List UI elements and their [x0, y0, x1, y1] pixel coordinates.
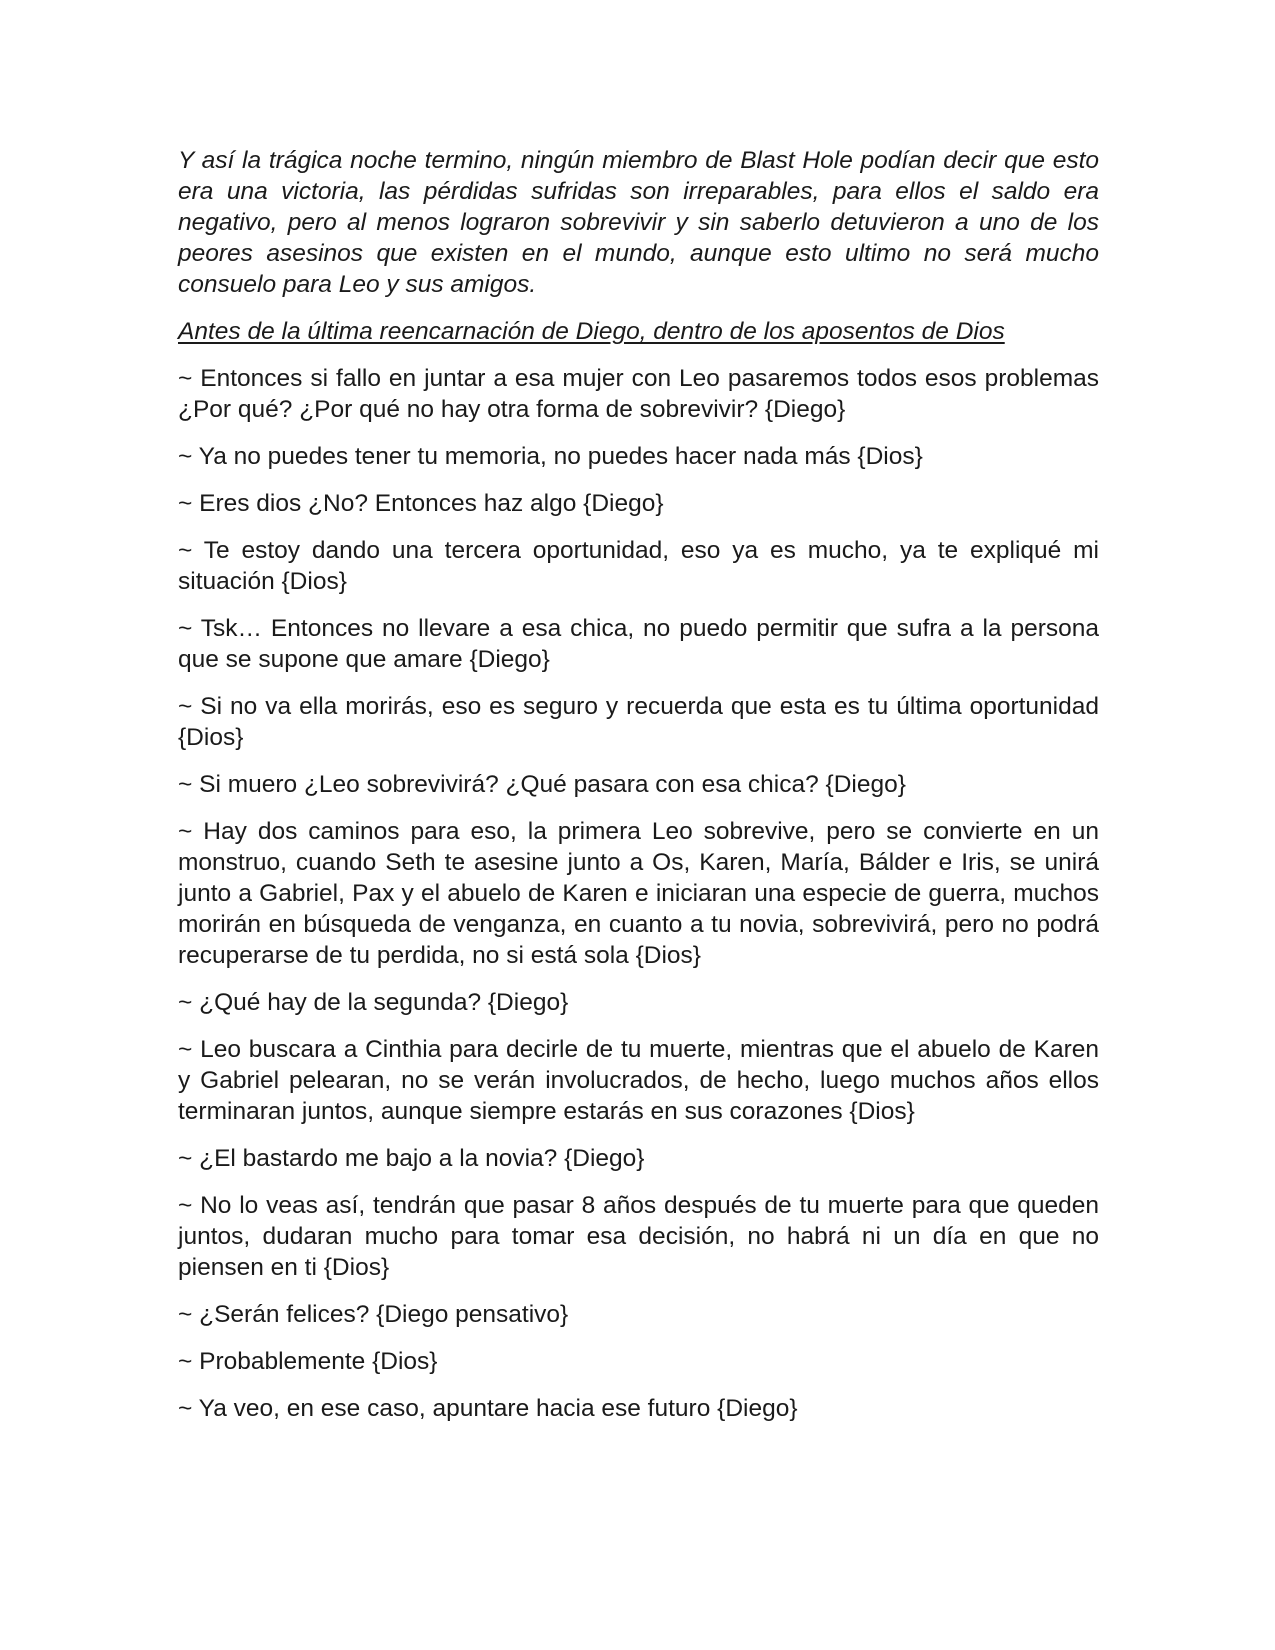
dialogue-line: ~ Si no va ella morirás, eso es seguro y recuerda que esta es tu última oportunidad {Dios} — [178, 693, 1099, 751]
intro-paragraph: Y así la trágica noche termino, ningún miembro de Blast Hole podían decir que esto era una victoria, las pérdidas sufridas son irreparables, para ellos el saldo era negativo, pero al menos lograron sobrevivir y sin saberlo detuvieron a uno de los peores asesinos que existen en el mundo, aunque esto ultimo no será mucho consuelo para Leo y sus amigos. — [178, 147, 1099, 298]
dialogue-line: ~ Eres dios ¿No? Entonces haz algo {Diego} — [178, 490, 664, 517]
page-content — [178, 145, 1099, 1440]
dialogue-line: ~ Si muero ¿Leo sobrevivirá? ¿Qué pasara con esa chica? {Diego} — [178, 771, 906, 798]
dialogue-line: ~ ¿Serán felices? {Diego pensativo} — [178, 1301, 569, 1328]
dialogue-line: ~ ¿Qué hay de la segunda? {Diego} — [178, 989, 569, 1016]
scene-heading: Antes de la última reencarnación de Diego, dentro de los aposentos de Dios — [178, 318, 1005, 345]
dialogue-line: ~ Hay dos caminos para eso, la primera Leo sobrevive, pero se convierte en un monstruo, cuando Seth te asesine junto a Os, Karen, María, Bálder e Iris, se unirá junto a Gabriel, Pax y el abuelo de Karen e iniciaran una especie de guerra, muchos morirán en búsqueda de venganza, en cuanto a tu novia, sobrevivirá, pero no podrá recuperarse de tu perdida, no si está sola {Dios} — [178, 818, 1099, 969]
dialogue-line: ~ Ya no puedes tener tu memoria, no puedes hacer nada más {Dios} — [178, 443, 923, 470]
dialogue-line: ~ Ya veo, en ese caso, apuntare hacia ese futuro {Diego} — [178, 1395, 798, 1422]
dialogue-line: ~ No lo veas así, tendrán que pasar 8 años después de tu muerte para que queden juntos, dudaran mucho para tomar esa decisión, no habrá ni un día en que no piensen en ti {Dios} — [178, 1192, 1099, 1281]
dialogue-line: ~ Probablemente {Dios} — [178, 1348, 438, 1375]
dialogue-line: ~ Leo buscara a Cinthia para decirle de tu muerte, mientras que el abuelo de Karen y Gabriel pelearan, no se verán involucrados, de hecho, luego muchos años ellos terminaran juntos, aunque siempre estarás en sus corazones {Dios} — [178, 1036, 1099, 1125]
dialogue-line: ~ ¿El bastardo me bajo a la novia? {Diego} — [178, 1145, 645, 1172]
dialogue-line: ~ Te estoy dando una tercera oportunidad, eso ya es mucho, ya te expliqué mi situación {Dios} — [178, 537, 1099, 595]
dialogue-line: ~ Entonces si fallo en juntar a esa mujer con Leo pasaremos todos esos problemas ¿Por qué? ¿Por qué no hay otra forma de sobrevivir? {Diego} — [178, 365, 1099, 423]
dialogue-line: ~ Tsk… Entonces no llevare a esa chica, no puedo permitir que sufra a la persona que se supone que amare {Diego} — [178, 615, 1099, 673]
